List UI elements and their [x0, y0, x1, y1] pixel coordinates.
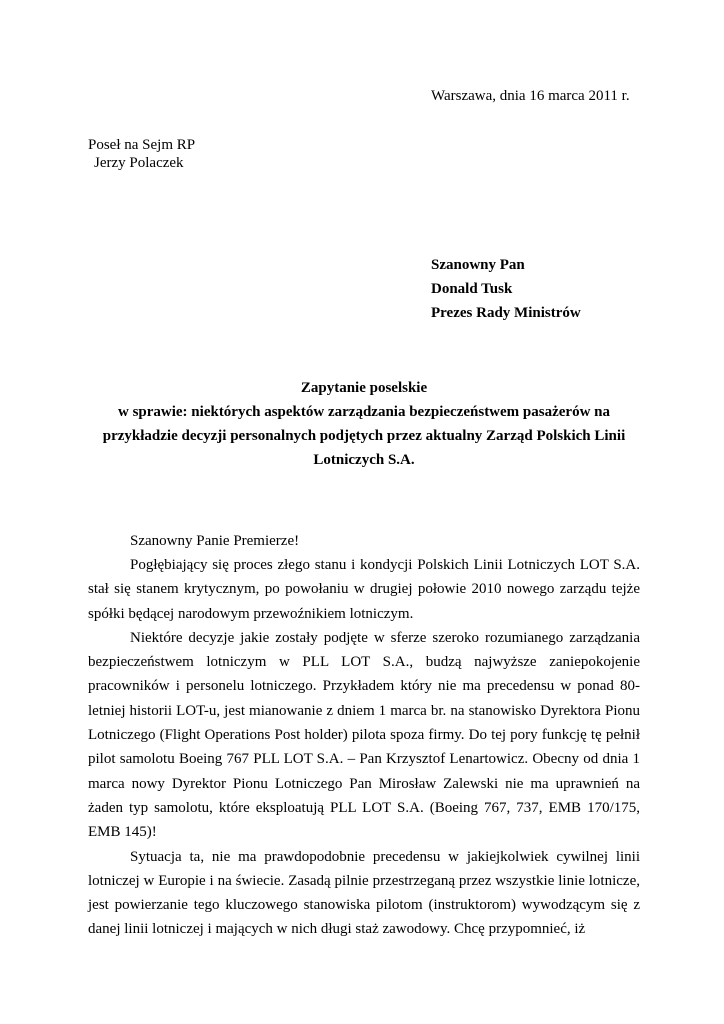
sender-name: Jerzy Polaczek — [94, 155, 184, 171]
date-line: Warszawa, dnia 16 marca 2011 r. — [431, 88, 630, 104]
paragraph-2: Niektóre decyzje jakie zostały podjęte w sferze szeroko rozumianego zarządzania bezpieczeństwem lotniczym w PLL LOT S.A., budzą najwyższe zaniepokojenie pracowników i personelu lotniczego. Przykładem który nie ma precedensu w ponad 80-letniej historii LOT-u, jest mianowanie z dniem 1 marca br. na stanowisko Dyrektora Pionu Lotniczego (Flight Operations Post holder) pilota spoza firmy. Do tej pory funkcję tę pełnił pilot samolotu Boeing 767 PLL LOT S.A. – Pan Krzysztof Lenartowicz. Obecny od dnia 1 marca nowy Dyrektor Pionu Lotniczego Pan Mirosław Zalewski nie ma uprawnień na żaden typ samolotu, które eksploatują PLL LOT S.A. (Boeing 767, 737, EMB 170/175, EMB 145)! — [88, 629, 640, 841]
subject-heading: Zapytanie poselskie — [300, 380, 428, 396]
recipient-position: Prezes Rady Ministrów — [431, 305, 581, 321]
paragraph-1: Pogłębiający się proces złego stanu i kondycji Polskich Linii Lotniczych LOT S.A. stał się stanem krytycznym, po powołaniu w drugiej połowie 2010 nowego zarządu tejże spółki będącej narodowym przewoźnikiem lotniczym. — [88, 557, 640, 622]
subject-text: w sprawie: niektórych aspektów zarządzania bezpieczeństwem pasażerów na przykładzie decyzji personalnych podjętych przez aktualny Zarząd Polskich Linii Lotniczych S.A. — [102, 404, 626, 468]
recipient-name: Donald Tusk — [431, 281, 513, 297]
sender-title: Poseł na Sejm RP — [88, 137, 196, 153]
recipient-block — [431, 253, 581, 325]
paragraph-3: Sytuacja ta, nie ma prawdopodobnie precedensu w jakiejkolwiek cywilnej linii lotniczej w Europie i na świecie. Zasadą pilnie przestrzeganą przez wszystkie linie lotnicze, jest powierzanie tego kluczowego stanowiska pilotom (instruktorom) wywodzącym się z danej linii lotniczej i mających w nich długi staż zawodowy. Chcę przypomnieć, iż — [88, 848, 640, 938]
sender-block — [88, 136, 195, 172]
letter-body — [88, 553, 640, 942]
subject-block — [88, 376, 640, 472]
greeting: Szanowny Panie Premierze! — [130, 533, 300, 549]
recipient-salutation: Szanowny Pan — [431, 257, 525, 273]
